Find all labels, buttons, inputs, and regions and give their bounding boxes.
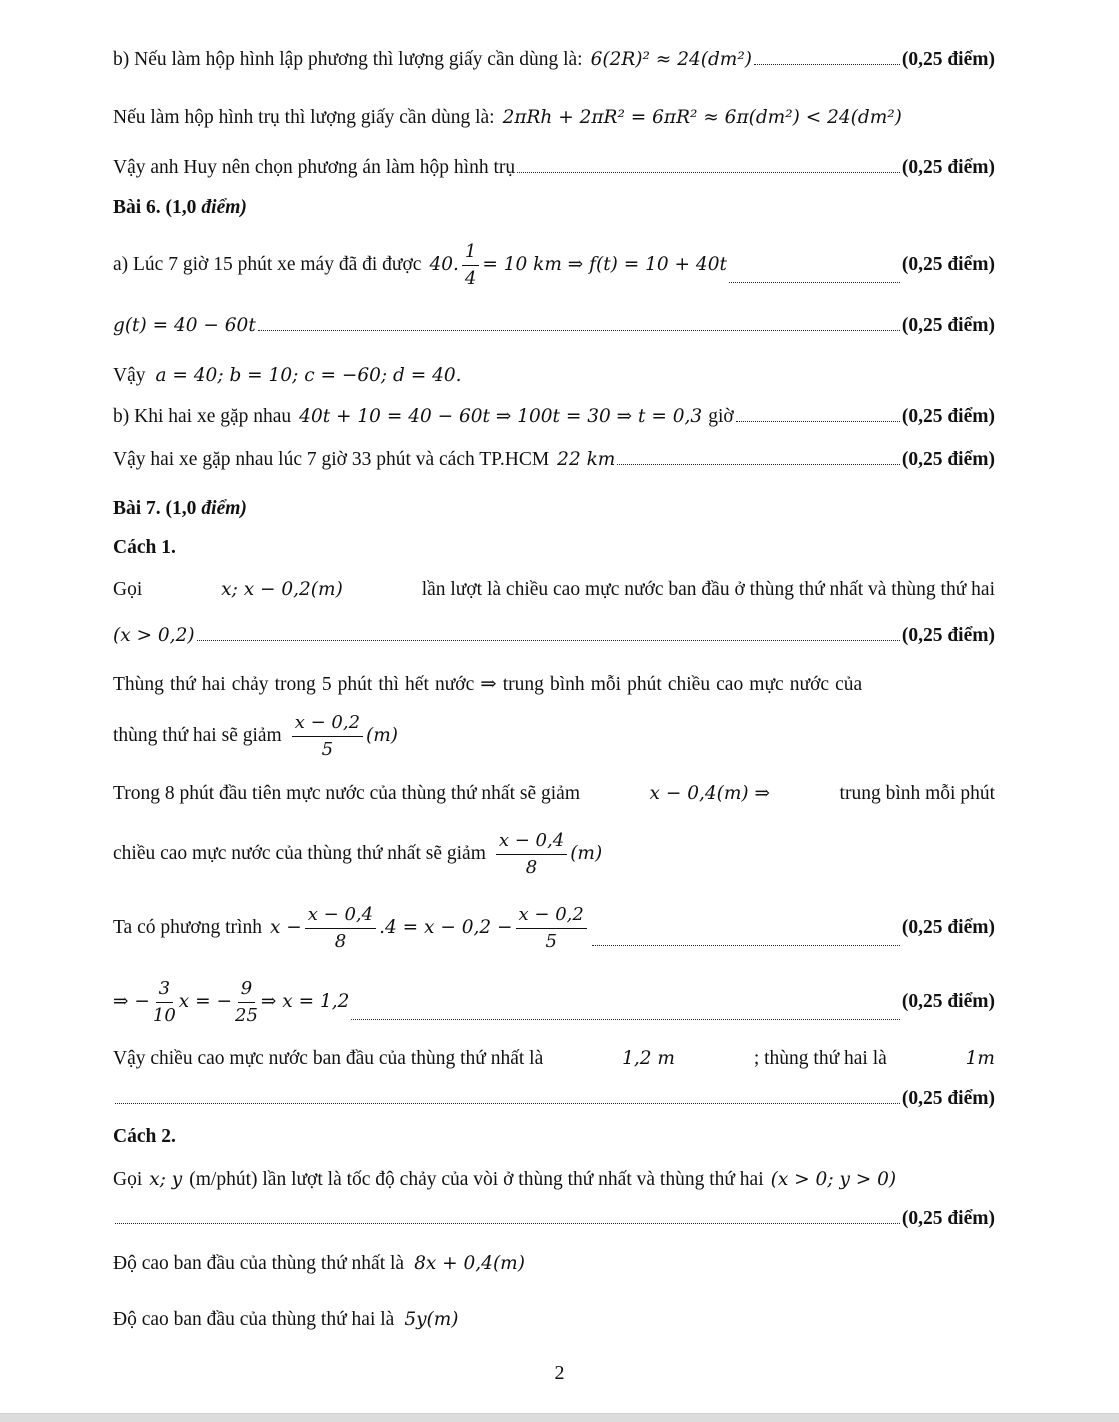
formula: (x > 0,2) bbox=[113, 624, 195, 646]
line-meeting-time bbox=[113, 448, 995, 471]
formula: 5y(m) bbox=[404, 1308, 459, 1330]
formula: x − bbox=[269, 917, 302, 938]
line-6a bbox=[113, 241, 995, 289]
line-first-tank-rate bbox=[113, 830, 995, 878]
denominator: 8 bbox=[334, 930, 347, 952]
line-first-tank bbox=[113, 782, 995, 805]
numerator: 3 bbox=[156, 978, 173, 1003]
denominator: 5 bbox=[545, 930, 557, 952]
score-label: (0,25 điểm) bbox=[901, 449, 995, 470]
line-cylinder-paper bbox=[113, 106, 995, 129]
denominator: 5 bbox=[321, 738, 334, 760]
line-score-only-2 bbox=[113, 1207, 995, 1230]
formula: 40t + 10 = 40 − 60t ⇒ 100t = 30 ⇒ t = 0,3 bbox=[299, 405, 703, 427]
formula: 1m bbox=[965, 1047, 995, 1069]
formula: 6(2R)² ≈ 24(dm²) bbox=[590, 48, 752, 70]
heading-italic: điểm) bbox=[201, 197, 247, 218]
fraction bbox=[235, 978, 258, 1026]
viewer-bottom-edge bbox=[0, 1413, 1119, 1422]
text: Vậy hai xe gặp nhau lúc 7 giờ 33 phút và cách TP.HCM bbox=[113, 449, 550, 470]
numerator: 1 bbox=[462, 241, 479, 266]
text: trung bình mỗi phút bbox=[839, 783, 995, 804]
subheading-cach-2 bbox=[113, 1125, 995, 1148]
fraction bbox=[462, 241, 479, 289]
denominator: 4 bbox=[464, 267, 477, 289]
formula: a = 40; b = 10; c = −60; d = 40. bbox=[155, 364, 462, 386]
numerator: x − 0,2 bbox=[516, 904, 587, 929]
dot-leader bbox=[729, 282, 900, 283]
text: ; thùng thứ hai là bbox=[753, 1048, 887, 1069]
text: Vậy bbox=[113, 365, 146, 386]
numerator: 9 bbox=[238, 978, 255, 1003]
score-label: (0,25 điểm) bbox=[901, 625, 995, 646]
text: (m/phút) lần lượt là tốc độ chảy của vòi ở thùng thứ nhất và thùng thứ hai bbox=[189, 1169, 764, 1190]
text: chiều cao mực nước của thùng thứ nhất sẽ giảm bbox=[113, 843, 486, 865]
text: lần lượt là chiều cao mực nước ban đầu ở thùng thứ nhất và thùng thứ hai bbox=[421, 579, 995, 600]
numerator: x − 0,4 bbox=[305, 904, 376, 929]
text: giờ bbox=[708, 406, 734, 427]
line-6b bbox=[113, 405, 995, 428]
dot-leader bbox=[115, 1223, 900, 1224]
score-label: (0,25 điểm) bbox=[901, 991, 995, 1013]
text: Độ cao ban đầu của thùng thứ hai là bbox=[113, 1309, 395, 1330]
section-heading-bai-6 bbox=[113, 196, 995, 219]
score-label: (0,25 điểm) bbox=[901, 315, 995, 336]
numerator: x − 0,4 bbox=[496, 830, 567, 855]
formula: x; y bbox=[149, 1168, 183, 1190]
dot-leader bbox=[115, 1103, 900, 1104]
line-solution bbox=[113, 978, 995, 1026]
text: a) Lúc 7 giờ 15 phút xe máy đã đi được bbox=[113, 254, 422, 276]
line-variable-definition bbox=[113, 578, 995, 601]
score-label: (0,25 điểm) bbox=[901, 406, 995, 427]
formula: 22 km bbox=[557, 448, 616, 470]
formula: 8x + 0,4(m) bbox=[414, 1252, 525, 1274]
formula: x − 0,4(m) ⇒ bbox=[649, 782, 770, 804]
dot-leader bbox=[197, 640, 900, 641]
denominator: 25 bbox=[235, 1004, 258, 1026]
subheading-cach-1 bbox=[113, 536, 995, 559]
line-flow-rate-definition bbox=[113, 1168, 995, 1191]
heading-italic: điểm) bbox=[201, 498, 247, 519]
score-label: (0,25 điểm) bbox=[901, 1208, 995, 1229]
dot-leader bbox=[517, 172, 900, 173]
fraction bbox=[153, 978, 176, 1026]
line-second-tank-height bbox=[113, 1308, 995, 1331]
formula: (m) bbox=[366, 725, 399, 746]
formula: x; x − 0,2(m) bbox=[221, 578, 343, 600]
text: Gọi bbox=[113, 1169, 143, 1190]
text: Trong 8 phút đầu tiên mực nước của thùng thứ nhất sẽ giảm bbox=[113, 783, 580, 804]
fraction bbox=[516, 904, 587, 952]
heading: Bài 7. (1,0 bbox=[113, 498, 197, 519]
formula: ⇒ − bbox=[113, 991, 150, 1012]
line-equation bbox=[113, 904, 995, 952]
line-second-tank bbox=[113, 673, 995, 696]
denominator: 10 bbox=[152, 1004, 176, 1026]
numerator: x − 0,2 bbox=[292, 712, 363, 737]
heading: Cách 1. bbox=[113, 537, 176, 558]
fraction bbox=[292, 712, 363, 760]
line-conclusion-heights bbox=[113, 1047, 995, 1070]
text: Thùng thứ hai chảy trong 5 phút thì hết nước ⇒ trung bình mỗi phút chiều cao mực nước của bbox=[113, 674, 863, 695]
denominator: 8 bbox=[525, 856, 538, 878]
text: b) Nếu làm hộp hình lập phương thì lượng giấy cần dùng là: bbox=[113, 49, 583, 70]
text: thùng thứ hai sẽ giảm bbox=[113, 725, 282, 747]
heading: Cách 2. bbox=[113, 1126, 176, 1147]
fraction bbox=[305, 904, 376, 952]
text: Vậy chiều cao mực nước ban đầu của thùng thứ nhất là bbox=[113, 1048, 544, 1069]
line-cube-paper bbox=[113, 48, 995, 71]
score-label: (0,25 điểm) bbox=[901, 1088, 995, 1109]
line-g-function bbox=[113, 314, 995, 337]
dot-leader bbox=[258, 330, 900, 331]
dot-leader bbox=[736, 421, 900, 422]
formula: 1,2 m bbox=[622, 1047, 675, 1069]
score-label: (0,25 điểm) bbox=[901, 917, 995, 939]
formula: (x > 0; y > 0) bbox=[770, 1168, 897, 1190]
line-first-tank-height bbox=[113, 1252, 995, 1275]
heading: Bài 6. (1,0 bbox=[113, 197, 197, 218]
text: Gọi bbox=[113, 579, 143, 600]
section-heading-bai-7 bbox=[113, 497, 995, 520]
formula: (m) bbox=[570, 843, 603, 864]
dot-leader bbox=[351, 1019, 899, 1020]
fraction bbox=[496, 830, 567, 878]
line-second-tank-rate bbox=[113, 712, 995, 760]
text: Vậy anh Huy nên chọn phương án làm hộp hình trụ bbox=[113, 157, 516, 178]
text: Ta có phương trình bbox=[113, 917, 262, 939]
line-condition bbox=[113, 624, 995, 647]
formula: g(t) = 40 − 60t bbox=[113, 314, 256, 336]
line-coefficients bbox=[113, 364, 995, 387]
text: Độ cao ban đầu của thùng thứ nhất là bbox=[113, 1253, 405, 1274]
formula: ⇒ x = 1,2 bbox=[260, 991, 350, 1012]
score-label: (0,25 điểm) bbox=[901, 254, 995, 276]
score-label: (0,25 điểm) bbox=[901, 49, 995, 70]
formula: = 10 km ⇒ f(t) = 10 + 40t bbox=[482, 254, 727, 275]
dot-leader bbox=[592, 945, 900, 946]
dot-leader bbox=[754, 64, 900, 65]
formula: .4 = x − 0,2 − bbox=[379, 917, 513, 938]
formula: 40. bbox=[429, 254, 459, 275]
line-score-only bbox=[113, 1087, 995, 1110]
score-label: (0,25 điểm) bbox=[901, 157, 995, 178]
text: Nếu làm hộp hình trụ thì lượng giấy cần dùng là: bbox=[113, 107, 495, 128]
text: b) Khi hai xe gặp nhau bbox=[113, 406, 292, 427]
dot-leader bbox=[617, 464, 899, 465]
formula: x = − bbox=[178, 991, 232, 1012]
line-conclusion-cylinder bbox=[113, 156, 995, 179]
formula: 2πRh + 2πR² = 6πR² ≈ 6π(dm²) < 24(dm²) bbox=[502, 106, 902, 128]
page-number: 2 bbox=[554, 1362, 565, 1384]
